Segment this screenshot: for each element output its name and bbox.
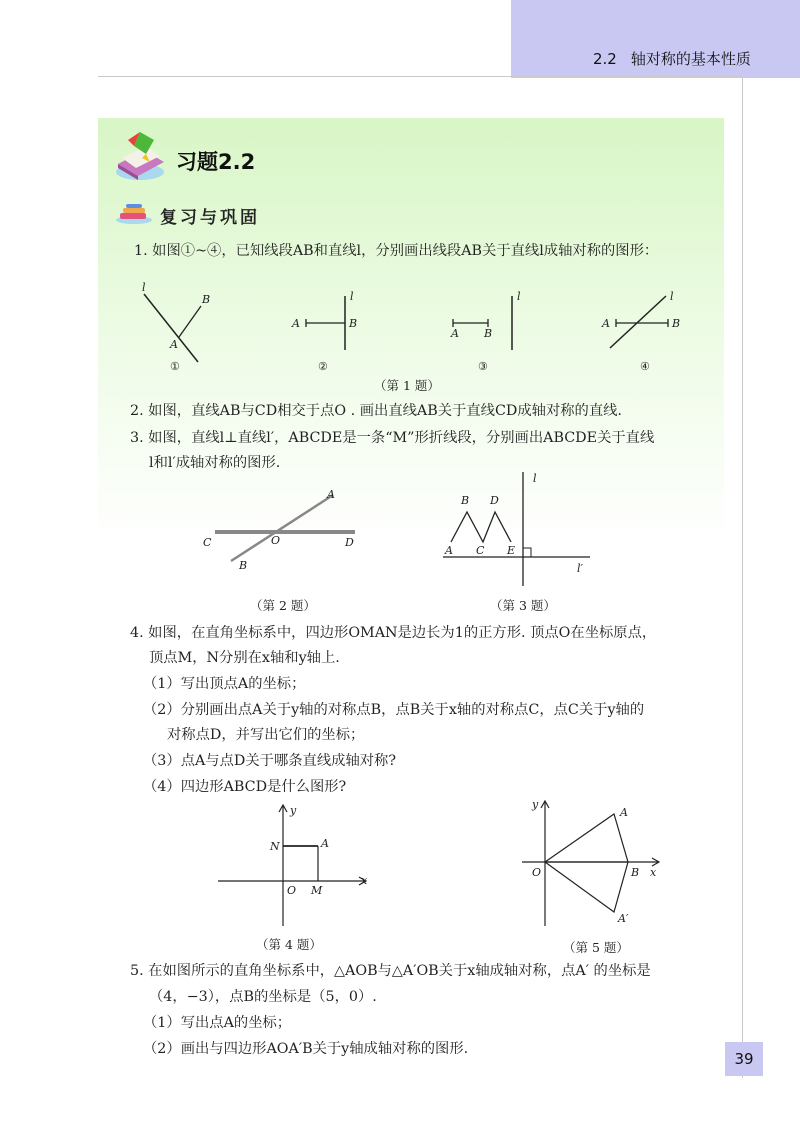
problem-4-q4: （4）四边形ABCD是什么图形?	[143, 779, 347, 795]
fig-p2-label-C: C	[203, 536, 212, 549]
section-title: 轴对称的基本性质	[630, 50, 751, 68]
fig-p5-label-B: B	[631, 866, 640, 879]
exercise-title: 习题2.2	[176, 150, 256, 174]
header-rule	[98, 76, 742, 77]
fig1-label-l: l	[142, 281, 146, 294]
fig3-number: ③	[478, 360, 488, 373]
book-icon	[110, 128, 168, 184]
problem-1-figures	[130, 278, 690, 376]
fig-p5-label-O: O	[532, 866, 542, 879]
problem-5-figure	[518, 796, 668, 934]
running-header	[593, 48, 751, 69]
fig-p4-label-x: x	[361, 874, 368, 887]
fig2-number: ②	[318, 360, 328, 373]
fig1-label-A: A	[170, 338, 178, 351]
fig-p3-label-A: A	[445, 544, 453, 557]
problem-5-caption: （第 5 题）	[563, 940, 629, 955]
section-number: 2.2	[593, 50, 617, 68]
fig3-label-l: l	[517, 290, 521, 303]
fig-p3-label-l-prime: l′	[577, 562, 584, 575]
fig4-label-A: A	[602, 317, 610, 330]
fig-p4-label-O: O	[287, 884, 297, 897]
fig-p4-label-A: A	[321, 837, 329, 850]
fig-p2-label-D: D	[345, 536, 354, 549]
fig2-label-B: B	[349, 317, 358, 330]
problem-4-q3: （3）点A与点D关于哪条直线成轴对称?	[143, 753, 397, 769]
problem-5-text-1: 5. 在如图所示的直角坐标系中，△AOB与△A′OB关于x轴成轴对称，点A′ 的坐标是	[130, 963, 651, 979]
problem-2-caption: （第 2 题）	[250, 598, 316, 613]
problem-3-text-2: l和l′成轴对称的图形.	[149, 455, 281, 471]
problem-5-q2: （2）画出与四边形AOA′B关于y轴成轴对称的图形.	[143, 1041, 469, 1057]
problem-3-figure	[435, 468, 605, 590]
problem-4-figure	[210, 800, 380, 930]
problem-5-text-2: （4，−3），点B的坐标是（5，0）.	[149, 989, 377, 1005]
problem-3-text-1: 3. 如图，直线l⊥直线l′，ABCDE是一条“M”形折线段，分别画出ABCDE关于直线	[130, 430, 655, 446]
fig-p2-label-A: A	[327, 488, 335, 501]
fig3-label-A: A	[451, 327, 459, 340]
page-number: 39	[725, 1042, 763, 1076]
problem-5-q1: （1）写出点A的坐标；	[143, 1015, 292, 1031]
problem-4-q2-2: 对称点D，并写出它们的坐标；	[167, 727, 365, 743]
fig4-number: ④	[640, 360, 650, 373]
fig-p3-label-C: C	[476, 544, 485, 557]
fig2-label-A: A	[292, 317, 300, 330]
fig4-label-B: B	[672, 317, 681, 330]
fig4-label-l: l	[670, 290, 674, 303]
fig-p3-label-E: E	[507, 544, 516, 557]
books-icon	[114, 203, 154, 225]
fig-p3-label-l: l	[533, 472, 537, 485]
margin-rule	[742, 78, 743, 1078]
problem-4-text-2: 顶点M，N分别在x轴和y轴上.	[149, 650, 340, 666]
problem-2-text: 2. 如图，直线AB与CD相交于点O . 画出直线AB关于直线CD成轴对称的直线.	[130, 403, 622, 419]
fig-p2-label-B: B	[239, 559, 248, 572]
fig-p5-label-x: x	[650, 866, 657, 879]
fig-p5-label-A-prime: A′	[618, 912, 629, 925]
problem-1-caption: （第 1 题）	[374, 378, 440, 393]
fig1-number: ①	[170, 360, 180, 373]
problem-4-text-1: 4. 如图，在直角坐标系中，四边形OMAN是边长为1的正方形. 顶点O在坐标原点，	[130, 625, 657, 641]
problem-2-figure	[195, 484, 370, 574]
fig-p5-label-A: A	[620, 806, 628, 819]
fig-p4-label-y: y	[290, 804, 297, 817]
fig3-label-B: B	[484, 327, 493, 340]
problem-4-q2-1: （2）分别画出点A关于y轴的对称点B，点B关于x轴的对称点C，点C关于y轴的	[143, 702, 645, 718]
fig-p3-label-B: B	[461, 494, 470, 507]
fig2-label-l: l	[350, 290, 354, 303]
fig-p3-label-D: D	[490, 494, 499, 507]
problem-1-text: 1. 如图①~④，已知线段AB和直线l，分别画出线段AB关于直线l成轴对称的图形：	[134, 243, 659, 259]
fig-p5-label-y: y	[532, 798, 539, 811]
fig-p4-label-M: M	[311, 884, 323, 897]
section-subtitle: 复习与巩固	[160, 208, 260, 228]
fig-p2-label-O: O	[271, 534, 281, 547]
fig1-label-B: B	[202, 293, 211, 306]
problem-3-caption: （第 3 题）	[490, 598, 556, 613]
problem-4-caption: （第 4 题）	[256, 937, 322, 952]
problem-4-q1: （1）写出顶点A的坐标；	[143, 676, 306, 692]
fig-p4-label-N: N	[270, 840, 280, 853]
